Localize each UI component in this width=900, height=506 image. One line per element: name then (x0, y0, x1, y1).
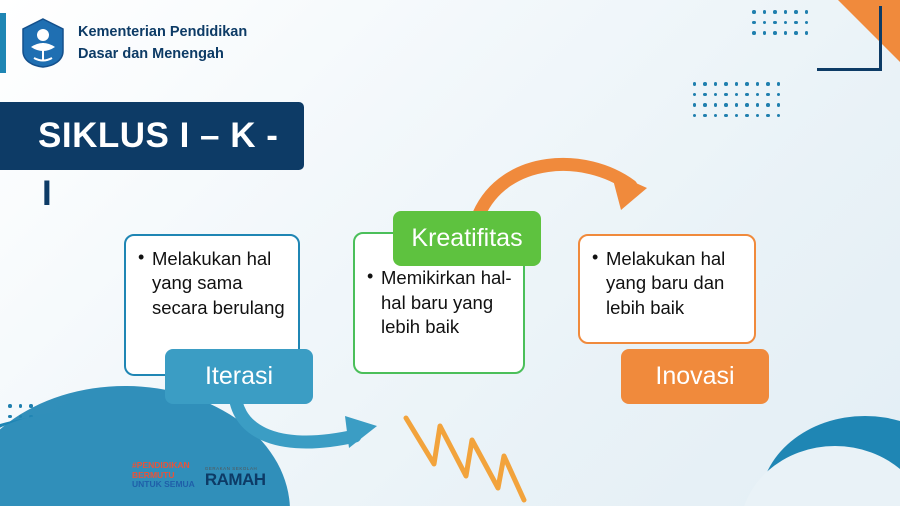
ministry-line-1: Kementerian Pendidikan (78, 23, 248, 40)
circle-bottom-right-inner (740, 446, 900, 506)
list-item: • Melakukan hal yang baru dan lebih baik (606, 247, 744, 320)
card-inovasi (578, 234, 756, 344)
tut-wuri-handayani-logo-icon (20, 17, 66, 69)
squiggle-decoration (400, 412, 530, 506)
dot-grid-middle (693, 82, 781, 117)
label-iterasi: Iterasi (165, 349, 313, 404)
list-item: • Memikirkan hal-hal baru yang lebih baik (381, 266, 513, 339)
badge2-subtitle: GERAKAN SEKOLAH (204, 466, 258, 472)
header (0, 10, 247, 76)
badge-sekolah-ramah (205, 467, 266, 490)
badge-pendidikan-bermutu (132, 461, 195, 490)
header-accent-bar (0, 13, 6, 73)
label-kreatifitas: Kreatifitas (393, 211, 541, 266)
ministry-name (78, 21, 247, 66)
ministry-line-2: Dasar dan Menengah (78, 46, 224, 62)
card-kreatifitas-bullets (355, 266, 523, 339)
badge-line-3: UNTUK SEMUA (132, 479, 195, 490)
list-item: • Melakukan hal yang sama secara berulang (152, 247, 288, 320)
label-inovasi: Inovasi (621, 349, 769, 404)
corner-outline-decoration (817, 6, 882, 71)
footer-logos (132, 461, 266, 490)
page-title (0, 102, 304, 214)
card-inovasi-bullets (580, 247, 754, 320)
dot-grid-top-right (752, 10, 808, 35)
badge-hash-line: #PENDIDIKAN (132, 460, 190, 471)
badge2-word: RAMAH (204, 470, 266, 489)
badge-line-2: BERMUTU (132, 469, 175, 480)
title-banner: SIKLUS I – K - (0, 102, 304, 170)
card-iterasi-bullets (126, 247, 298, 320)
title-tail: I (42, 174, 52, 213)
